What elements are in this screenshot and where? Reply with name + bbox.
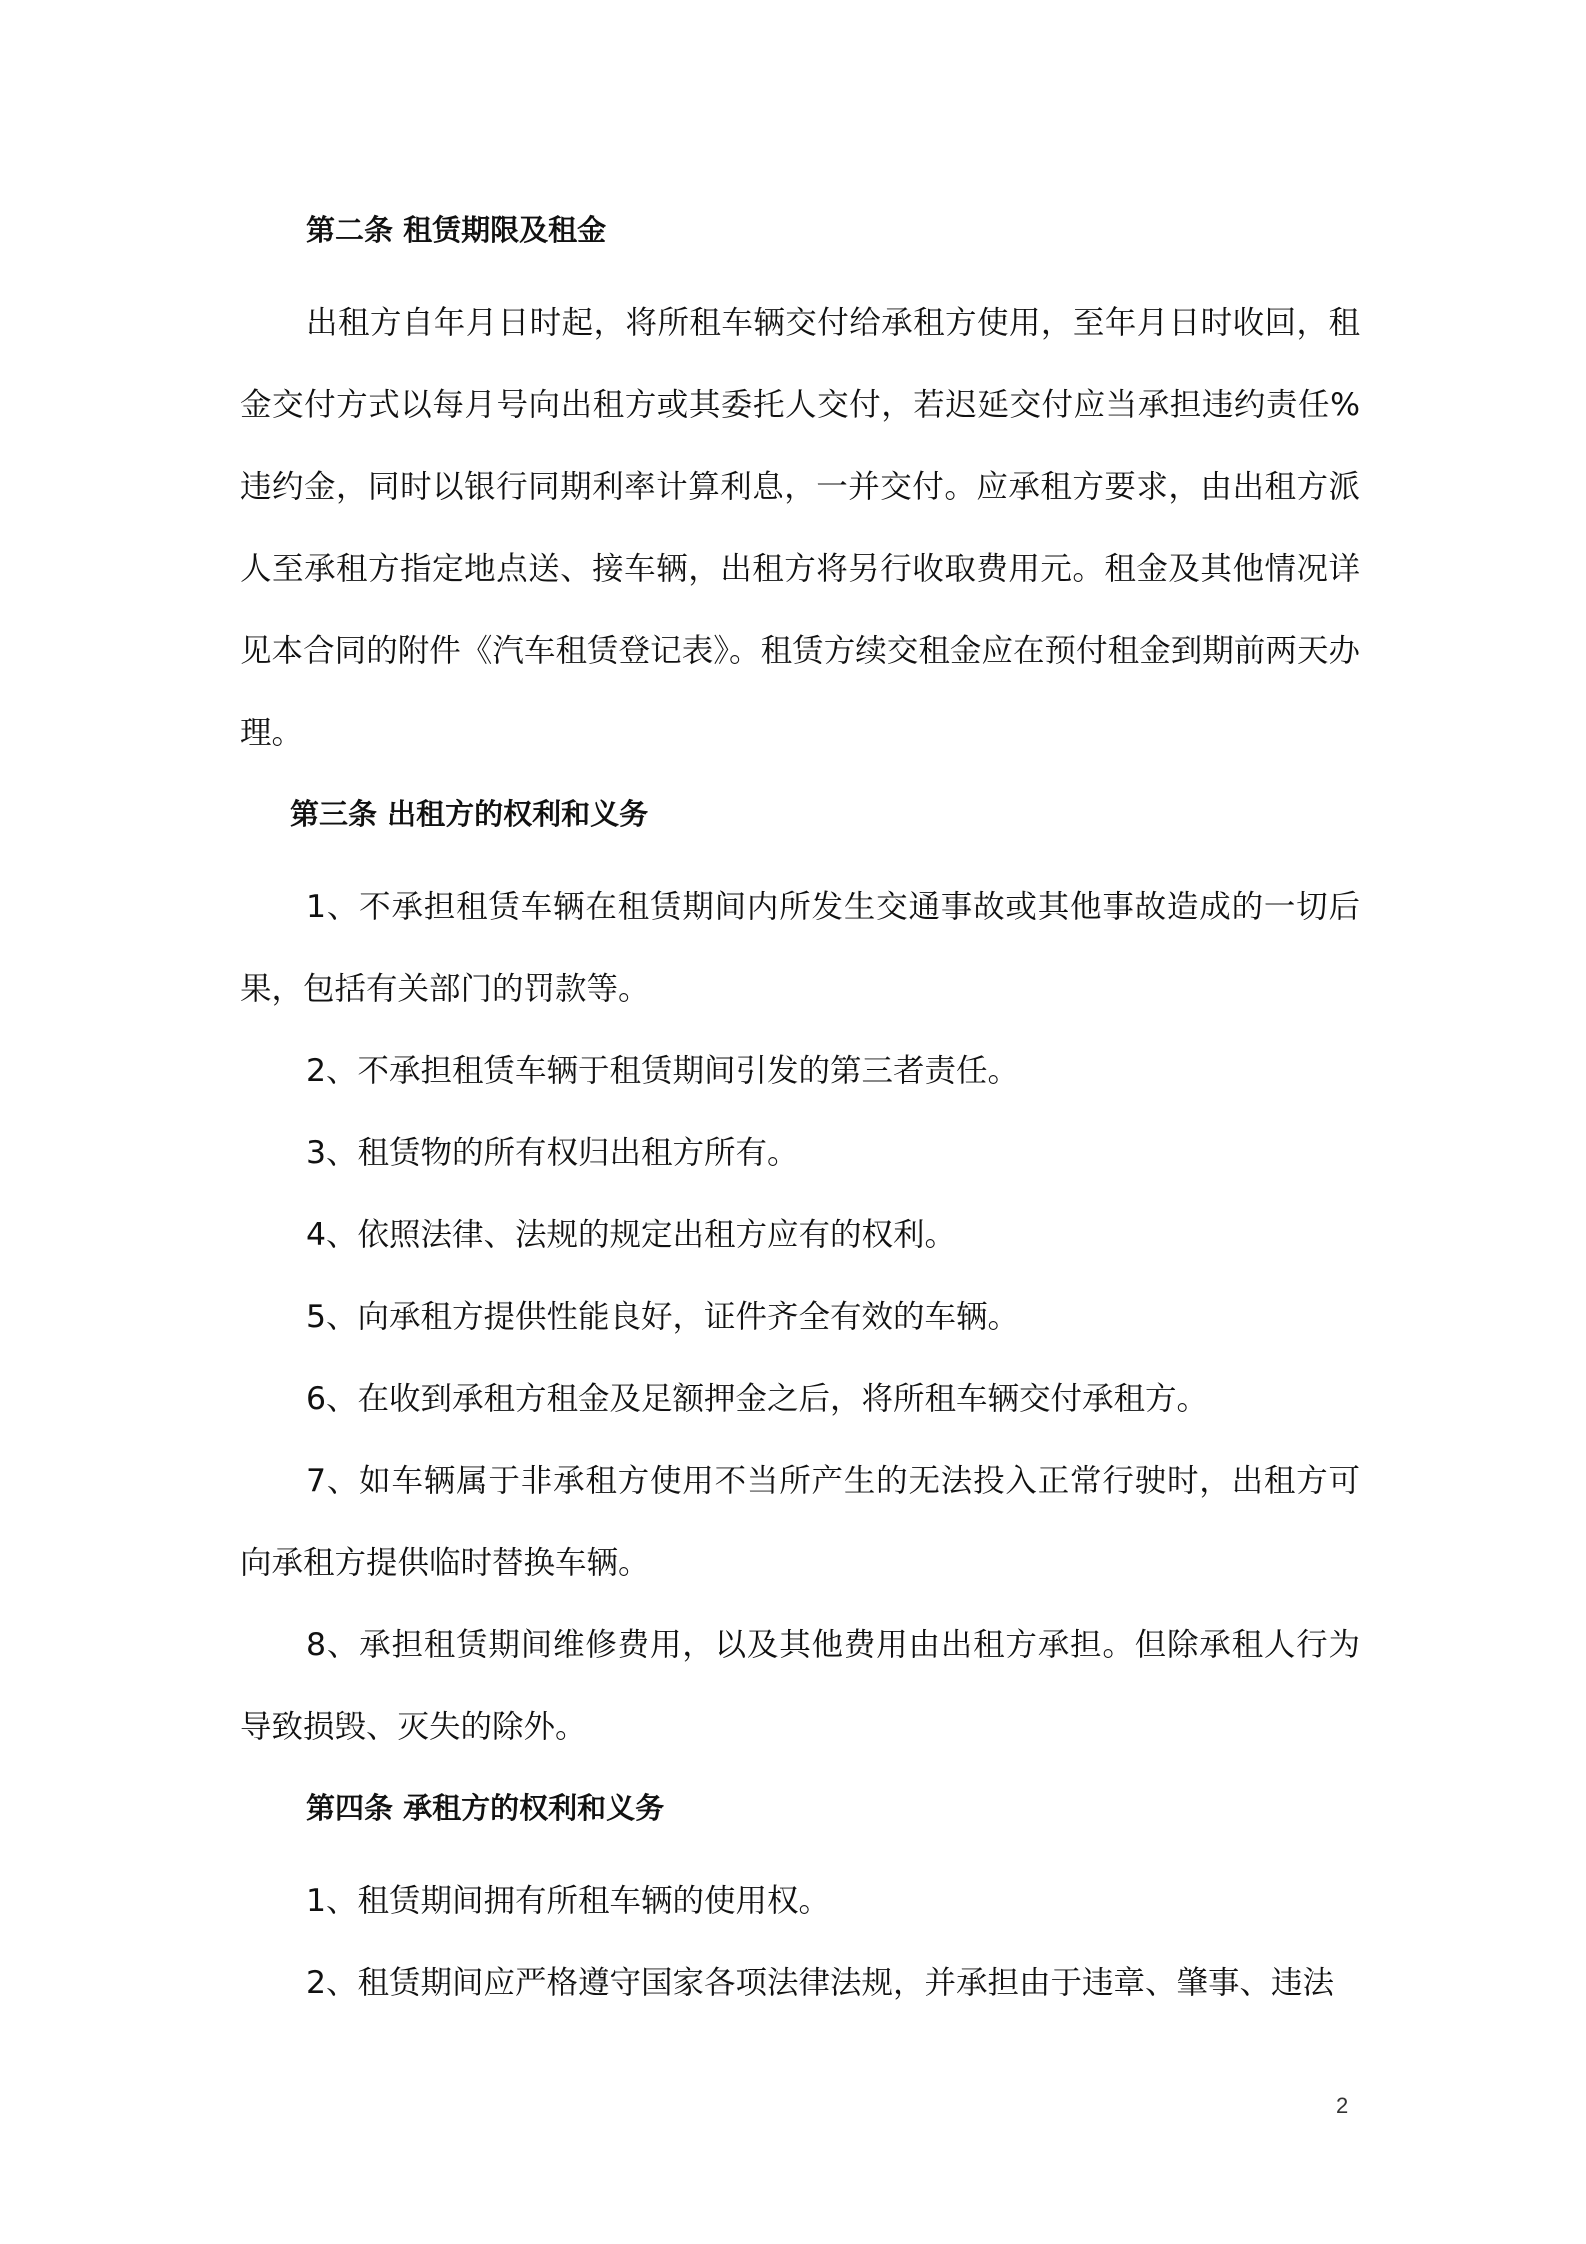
article-3-item-8: 8、承担租赁期间维修费用，以及其他费用由出租方承担。但除承租人行为导致损毁、灭失的除外。: [240, 1627, 1360, 1745]
article-2-paragraph: 出租方自年月日时起，将所租车辆交付给承租方使用，至年月日时收回，租金交付方式以每月号向出租方或其委托人交付，若迟延交付应当承担违约责任%违约金，同时以银行同期利率计算利息，一并交付。应承租方要求，由出租方派人至承租方指定地点送、接车辆，出租方将另行收取费用元。租金及其他情况详见本合同的附件《汽车租赁登记表》。租赁方续交租金应在预付租金到期前两天办理。: [240, 305, 1360, 751]
article-4-item-2: 2、租赁期间应严格遵守国家各项法律法规，并承担由于违章、肇事、违法: [306, 1965, 1335, 2001]
document-body: [240, 200, 1360, 2024]
section-heading-article-4: 第四条 承租方的权利和义务: [306, 1791, 665, 1825]
article-3-item-6: 6、在收到承租方租金及足额押金之后，将所租车辆交付承租方。: [306, 1381, 1209, 1417]
article-3-item-1: 1、不承担租赁车辆在租赁期间内所发生交通事故或其他事故造成的一切后果，包括有关部门的罚款等。: [240, 889, 1360, 1007]
article-3-item-4: 4、依照法律、法规的规定出租方应有的权利。: [306, 1217, 957, 1253]
section-heading-article-2: 第二条 租赁期限及租金: [306, 213, 607, 247]
article-3-item-5: 5、向承租方提供性能良好，证件齐全有效的车辆。: [306, 1299, 1020, 1335]
article-4-item-1: 1、租赁期间拥有所租车辆的使用权。: [306, 1883, 831, 1919]
article-3-item-2: 2、不承担租赁车辆于租赁期间引发的第三者责任。: [306, 1053, 1020, 1089]
page-number: 2: [1336, 2093, 1349, 2118]
article-3-item-7: 7、如车辆属于非承租方使用不当所产生的无法投入正常行驶时，出租方可向承租方提供临时替换车辆。: [240, 1463, 1360, 1581]
section-heading-article-3: 第三条 出租方的权利和义务: [290, 797, 649, 831]
article-3-item-3: 3、租赁物的所有权归出租方所有。: [306, 1135, 799, 1171]
